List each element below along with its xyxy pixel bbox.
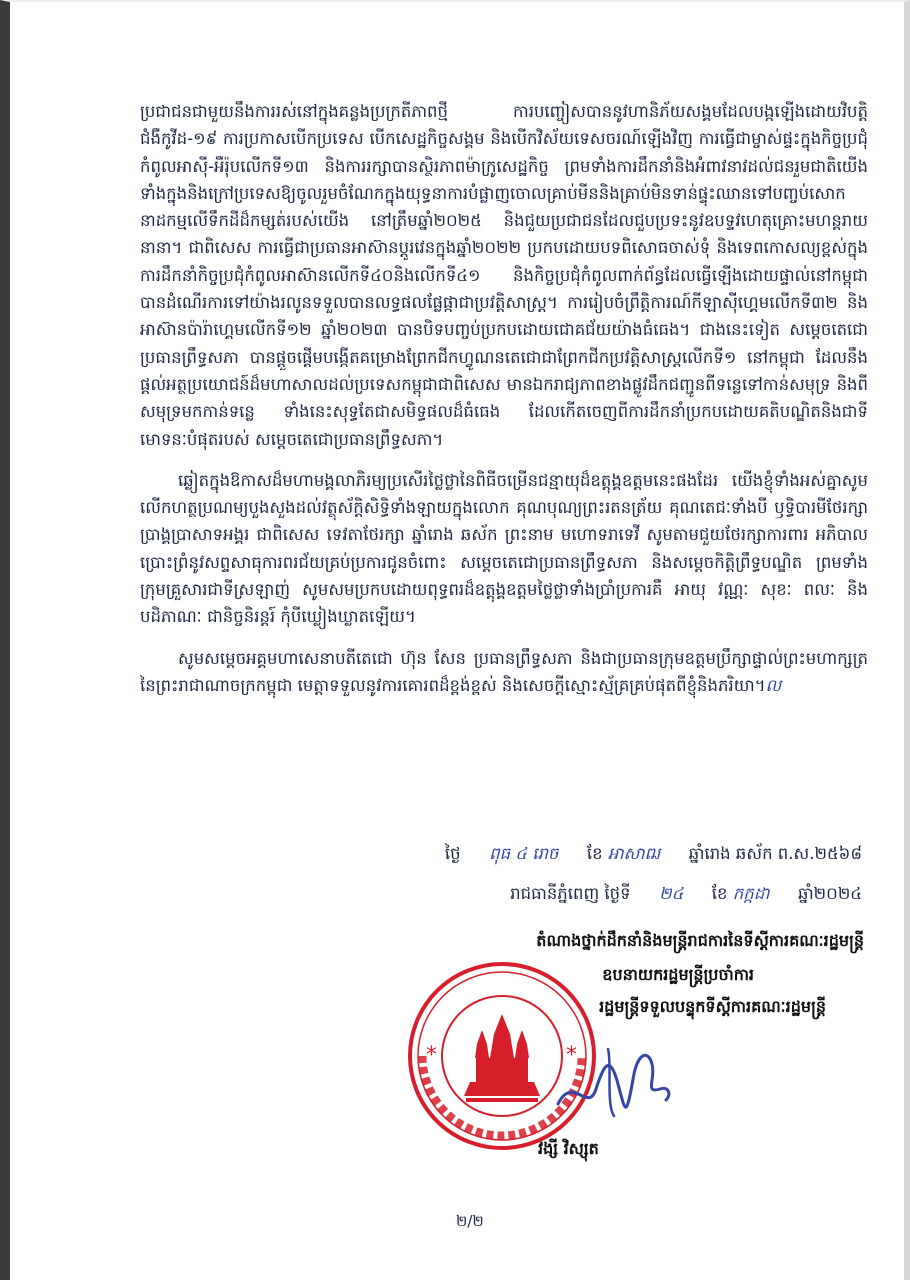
- lunar-date-line: [445, 844, 862, 868]
- body-paragraph-closing: [140, 645, 868, 700]
- solar-month-handwritten: កក្កដា: [732, 884, 770, 903]
- solar-month-label: ខែ: [711, 884, 728, 903]
- solar-date-line: [510, 884, 862, 908]
- solar-day-handwritten: ២៤: [659, 884, 684, 903]
- lunar-month-label: ខែ: [586, 844, 603, 863]
- svg-text:*: *: [566, 1043, 577, 1068]
- svg-text:*: *: [426, 1043, 437, 1068]
- lunar-month-handwritten: អាសាឍ: [607, 844, 661, 863]
- lunar-year-text: ឆ្នាំរោង ឆស័ក ព.ស.២៥៦៨: [688, 844, 862, 863]
- handwritten-signature-icon: [548, 1034, 678, 1124]
- body-paragraph-blessing: ឆ្លៀតក្នុងឱកាសដ៏មហាមង្គលាភិរម្យប្រសើរថ្លៃថ្លានៃពិធីចម្រើនជន្មាយុដ៏ឧត្ដុង្គឧត្ដមនេះផងដែរ យើងខ្ញុំទាំងអស់គ្នាសូមលើកហត្ថប្រណម្យបួងសួងដល់វត្ថុស័ក្តិសិទ្ធិទាំងឡាយក្នុងលោក គុណបុណ្យព្រះរតនត្រ័យ គុណតេជៈទាំងបី ឫទ្ធិបារមីថែរក្សាប្រាង្គប្រាសាទអង្គរ ជាពិសេស ទេវតាថែរក្សា ឆ្នាំរោង ឆស័ក ព្រះនាម មហោទរាទេវី សូមតាមជួយថែរក្សាការពារ អភិបាល ប្រោះព្រំនូវសព្ទសាធុការពរជ័យគ្រប់ប្រការជូនចំពោះ សម្ដេចតេជោប្រធានព្រឹទ្ធសភា និងសម្ដេចកិត្តិព្រឹទ្ធបណ្ឌិត ព្រមទាំងក្រុមគ្រួសារជាទីស្រឡាញ់ សូមសមប្រកបដោយពុទ្ធពរដ៏ឧត្ដុង្គឧត្ដមថ្លៃថ្លាទាំងប្រាំប្រការគឺ អាយុ វណ្ណៈ សុខៈ ពលៈ និងបដិភាណៈ ជានិច្ចនិរន្តរ៍ កុំបីឃ្លៀងឃ្លាតឡើយ។: [140, 470, 868, 627]
- solar-year-text: ឆ្នាំ២០២៤: [797, 884, 862, 903]
- body-paragraph-achievements: ប្រជាជនជាមួយនឹងការរស់នៅក្នុងគន្លងប្រក្រតីភាពថ្មី ការបញ្ចៀសបាននូវហានិភ័យសង្គមដែលបង្កឡើងដោយវិបត្តិជំងឺកូវីដ-១៩ ការប្រកាសបើកប្រទេស បើកសេដ្ឋកិច្ចសង្គម និងបើកវិស័យទេសចរណ៍ឡើងវិញ ការធ្វើជាម្ចាស់ផ្ទះក្នុងកិច្ចប្រជុំកំពូលអាស៊ី-អឺរ៉ុបលើកទី១៣ និងការរក្សាបានស្ថិរភាពម៉ាក្រូសេដ្ឋកិច្ច ព្រមទាំងការដឹកនាំនិងអំពាវនាវដល់ជនរួមជាតិយើងទាំងក្នុងនិងក្រៅប្រទេសឱ្យចូលរួមចំណែកក្នុងយុទ្ធនាការបំផ្លាញចោលគ្រាប់មីននិងគ្រាប់មិនទាន់ផ្ទុះឈានទៅបញ្ចប់សោកនាដកម្មលើទឹកដីដ៏កម្សត់របស់យើង នៅត្រឹមឆ្នាំ២០២៥ និងជួយប្រជាជនដែលជួបប្រទះនូវឧបទ្ទវហេតុគ្រោះមហន្តរាយនានា។ ជាពិសេស ការធ្វើជាប្រធានអាស៊ានប្ដូរវេនក្នុងឆ្នាំ២០២២ ប្រកបដោយបទពិសោធចាស់ទុំ និងទេពកោសល្យខ្ពស់ក្នុងការដឹកនាំកិច្ចប្រជុំកំពូលអាស៊ានលើកទី៤០និងលើកទី៤១ និងកិច្ចប្រជុំកំពូលពាក់ព័ន្ធដែលធ្វើឡើងដោយផ្ទាល់នៅកម្ពុជា បានដំណើរការទៅយ៉ាងរលូនទទួលបានលទ្ធផលផ្លែផ្កាជាប្រវត្តិសាស្ត្រ។ ការរៀបចំព្រឹត្តិការណ៍កីឡាស៊ីហ្គេមលើកទី៣២ និងអាស៊ានប៉ារ៉ាហ្គេមលើកទី១២ ឆ្នាំ២០២៣ បានបិទបញ្ចប់ប្រកបដោយជោគជ័យយ៉ាងធំធេង។ ជាងនេះទៀត សម្ដេចតេជោប្រធានព្រឹទ្ធសភា បានផ្ដួចផ្ដើមបង្កើតគម្រោងព្រែកជីកហ្វូណនតេជោជាព្រែកជីកប្រវត្តិសាស្ត្រលើកទី១ នៅកម្ពុជា ដែលនឹងផ្ដល់អត្ថប្រយោជន៍ដ៏មហាសាលដល់ប្រទេសកម្ពុជាជាពិសេស មានឯករាជ្យភាពខាងផ្លូវដឹកជញ្ជូនពីទន្លេទៅកាន់សមុទ្រ និងពីសមុទ្រមកកាន់ទន្លេ ទាំងនេះសុទ្ធតែជាសមិទ្ធផលដ៏ធំធេង ដែលកើតចេញពីការដឹកនាំប្រកបដោយគតិបណ្ឌិតនិងជាទីមោទនៈបំផុតរបស់ សម្ដេចតេជោប្រធានព្រឹទ្ធសភា។: [140, 102, 868, 449]
- closing-handwritten-mark: ល: [765, 675, 782, 695]
- signatory-org-title: តំណាងថ្នាក់ដឹកនាំនិងមន្ត្រីរាជការនៃទីស្ដីការគណៈរដ្ឋមន្ត្រី: [536, 931, 864, 950]
- letter-body: [140, 98, 868, 699]
- closing-text: សូមសម្ដេចអគ្គមហាសេនាបតីតេជោ ហ៊ុន សែន ប្រធានព្រឹទ្ធសភា និងជាប្រធានក្រុមឧត្ដមប្រឹក្សាផ្ទាល់ព្រះមហាក្សត្រ នៃព្រះរាជាណាចក្រកម្ពុជា មេត្តាទទួលនូវការគោរពដ៏ខ្ពង់ខ្ពស់ និងសេចក្ដីស្មោះស្ម័គ្រគ្រប់ផុតពីខ្ញុំនិងភរិយា។: [140, 648, 868, 695]
- signer-name: វង្សី វិស្សុត: [538, 1139, 599, 1158]
- lunar-day-handwritten: ពុធ ៤ រោច: [489, 844, 559, 863]
- solar-date-prefix: រាជធានីភ្នំពេញ ថ្ងៃទី: [510, 884, 631, 903]
- signatory-position-title: ឧបនាយករដ្ឋមន្ត្រីប្រចាំការ: [602, 965, 754, 984]
- page-number: ២/២: [456, 1212, 484, 1230]
- signatory-ministry-title: រដ្ឋមន្ត្រីទទួលបន្ទុកទីស្ដីការគណៈរដ្ឋមន្ត្រី: [599, 997, 826, 1016]
- lunar-day-label: ថ្ងៃ: [444, 844, 461, 863]
